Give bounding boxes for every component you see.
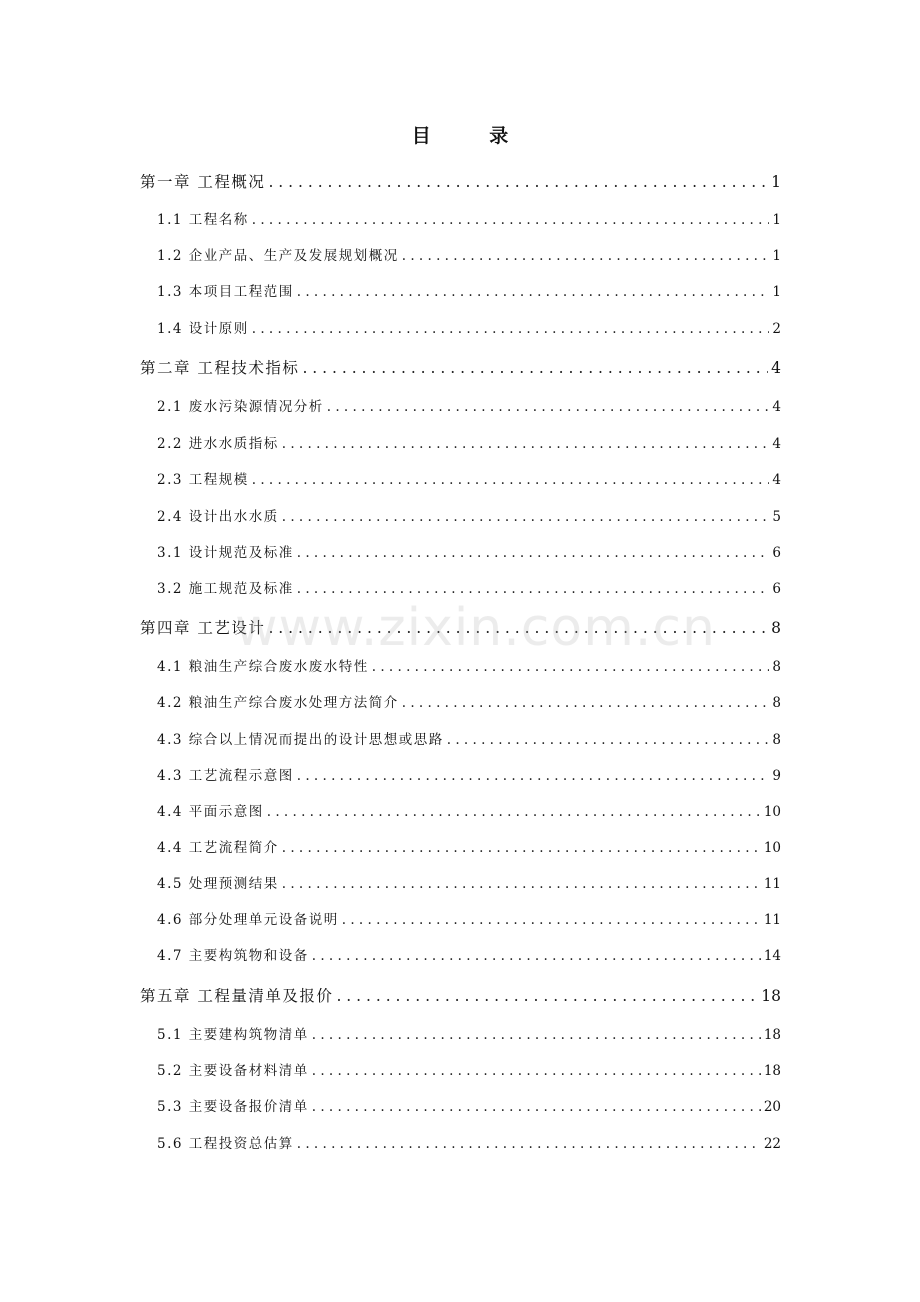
toc-entry-label: 4.2 粮油生产综合废水处理方法简介 xyxy=(157,695,399,711)
toc-entry-label: 4.3 工艺流程示意图 xyxy=(157,768,294,784)
toc-entry-label: 2.2 进水水质指标 xyxy=(157,436,279,452)
toc-entry-section[interactable] xyxy=(157,938,781,974)
toc-entry-section[interactable] xyxy=(157,902,781,938)
toc-entry-label: 4.5 处理预测结果 xyxy=(157,876,279,892)
toc-entry-page-number: 1 xyxy=(771,173,781,191)
toc-entry-section[interactable] xyxy=(157,389,781,425)
dot-leader xyxy=(297,1126,761,1162)
dot-leader xyxy=(282,830,761,866)
toc-entry-section[interactable] xyxy=(157,499,781,535)
toc-entry-page-number: 22 xyxy=(763,1136,781,1152)
toc-entry-page-number: 4 xyxy=(772,399,781,415)
toc-entry-label: 4.6 部分处理单元设备说明 xyxy=(157,912,339,928)
toc-entry-section[interactable] xyxy=(157,1053,781,1089)
toc-entry-section[interactable] xyxy=(157,758,781,794)
toc-entry-label: 4.4 工艺流程简介 xyxy=(157,840,279,856)
toc-entry-label: 1.4 设计原则 xyxy=(157,321,249,337)
toc-entry-label: 1.3 本项目工程范围 xyxy=(157,284,294,300)
toc-entry-label: 3.1 设计规范及标准 xyxy=(157,545,294,561)
toc-entry-page-number: 10 xyxy=(763,840,781,856)
dot-leader xyxy=(327,389,770,425)
toc-entry-label: 4.7 主要构筑物和设备 xyxy=(157,948,309,964)
dot-leader xyxy=(312,938,761,974)
toc-entry-section[interactable] xyxy=(157,794,781,830)
dot-leader xyxy=(402,685,770,721)
toc-entry-page-number: 18 xyxy=(763,1027,781,1043)
toc-entry-page-number: 4 xyxy=(772,436,781,452)
toc-entry-page-number: 18 xyxy=(763,1063,781,1079)
dot-leader xyxy=(297,571,770,607)
toc-entry-label: 5.6 工程投资总估算 xyxy=(157,1136,294,1152)
toc-entry-page-number: 4 xyxy=(771,359,781,377)
toc-entry-label: 4.1 粮油生产综合废水废水特性 xyxy=(157,659,369,675)
toc-entry-page-number: 4 xyxy=(772,472,781,488)
toc-entry-section[interactable] xyxy=(157,311,781,347)
dot-leader xyxy=(302,350,768,386)
toc-entry-page-number: 11 xyxy=(763,912,781,928)
toc-entry-label: 第一章 工程概况 xyxy=(140,173,266,191)
toc-entry-page-number: 6 xyxy=(772,581,781,597)
toc-entry-label: 2.4 设计出水水质 xyxy=(157,509,279,525)
toc-entry-section[interactable] xyxy=(157,685,781,721)
toc-entry-page-number: 8 xyxy=(771,619,781,637)
dot-leader xyxy=(447,722,770,758)
toc-entry-label: 2.1 废水污染源情况分析 xyxy=(157,399,324,415)
toc-entry-label: 1.2 企业产品、生产及发展规划概况 xyxy=(157,248,399,264)
toc-entry-label: 2.3 工程规模 xyxy=(157,472,249,488)
toc-entry-page-number: 2 xyxy=(772,321,781,337)
toc-entry-page-number: 20 xyxy=(763,1099,781,1115)
toc-entry-label: 1.1 工程名称 xyxy=(157,212,249,228)
toc-entry-page-number: 8 xyxy=(772,659,781,675)
toc-entry-section[interactable] xyxy=(157,649,781,685)
toc-entry-label: 3.2 施工规范及标准 xyxy=(157,581,294,597)
toc-entry-section[interactable] xyxy=(157,722,781,758)
dot-leader xyxy=(312,1053,761,1089)
toc-entry-section[interactable] xyxy=(157,1089,781,1125)
toc-entry-label: 4.4 平面示意图 xyxy=(157,804,264,820)
dot-leader xyxy=(267,794,761,830)
toc-entry-label: 5.1 主要建构筑物清单 xyxy=(157,1027,309,1043)
dot-leader xyxy=(342,902,761,938)
toc-entry-section[interactable] xyxy=(157,426,781,462)
toc-entry-section[interactable] xyxy=(157,202,781,238)
dot-leader xyxy=(372,649,770,685)
dot-leader xyxy=(312,1017,761,1053)
toc-entry-label: 第二章 工程技术指标 xyxy=(140,359,300,377)
toc-entry-label: 5.2 主要设备材料清单 xyxy=(157,1063,309,1079)
dot-leader xyxy=(282,866,761,902)
toc-entry-chapter[interactable] xyxy=(140,610,781,646)
dot-leader xyxy=(282,499,770,535)
toc-entry-section[interactable] xyxy=(157,1017,781,1053)
toc-entry-section[interactable] xyxy=(157,535,781,571)
dot-leader xyxy=(252,311,770,347)
toc-entry-page-number: 8 xyxy=(772,695,781,711)
toc-entry-page-number: 10 xyxy=(763,804,781,820)
toc-entry-page-number: 9 xyxy=(772,768,781,784)
toc-entry-page-number: 14 xyxy=(763,948,781,964)
dot-leader xyxy=(252,202,770,238)
toc-entry-page-number: 1 xyxy=(772,284,781,300)
toc-entry-chapter[interactable] xyxy=(140,164,781,200)
toc-entry-page-number: 1 xyxy=(772,248,781,264)
toc-entry-label: 第四章 工艺设计 xyxy=(140,619,266,637)
toc-entry-section[interactable] xyxy=(157,1126,781,1162)
toc-entry-section[interactable] xyxy=(157,238,781,274)
dot-leader xyxy=(312,1089,761,1125)
toc-entry-chapter[interactable] xyxy=(140,978,781,1014)
watermark: www.zixin.com.cn xyxy=(235,598,716,658)
toc-entry-section[interactable] xyxy=(157,274,781,310)
dot-leader xyxy=(268,610,768,646)
toc-title: 目 录 xyxy=(411,125,535,147)
toc-entry-label: 4.3 综合以上情况而提出的设计思想或思路 xyxy=(157,732,444,748)
toc-entry-page-number: 6 xyxy=(772,545,781,561)
toc-entry-section[interactable] xyxy=(157,462,781,498)
toc-entry-section[interactable] xyxy=(157,866,781,902)
toc-entry-chapter[interactable] xyxy=(140,350,781,386)
toc-entry-section[interactable] xyxy=(157,571,781,607)
toc-entry-label: 5.3 主要设备报价清单 xyxy=(157,1099,309,1115)
toc-entry-section[interactable] xyxy=(157,830,781,866)
toc-entry-page-number: 1 xyxy=(772,212,781,228)
toc-entry-page-number: 18 xyxy=(761,987,781,1005)
dot-leader xyxy=(297,274,770,310)
dot-leader xyxy=(268,164,768,200)
toc-entry-page-number: 11 xyxy=(763,876,781,892)
dot-leader xyxy=(297,535,770,571)
dot-leader xyxy=(336,978,758,1014)
dot-leader xyxy=(297,758,770,794)
dot-leader xyxy=(252,462,770,498)
toc-entry-label: 第五章 工程量清单及报价 xyxy=(140,987,334,1005)
toc-entry-page-number: 5 xyxy=(772,509,781,525)
dot-leader xyxy=(282,426,770,462)
dot-leader xyxy=(402,238,770,274)
toc-entry-page-number: 8 xyxy=(772,732,781,748)
